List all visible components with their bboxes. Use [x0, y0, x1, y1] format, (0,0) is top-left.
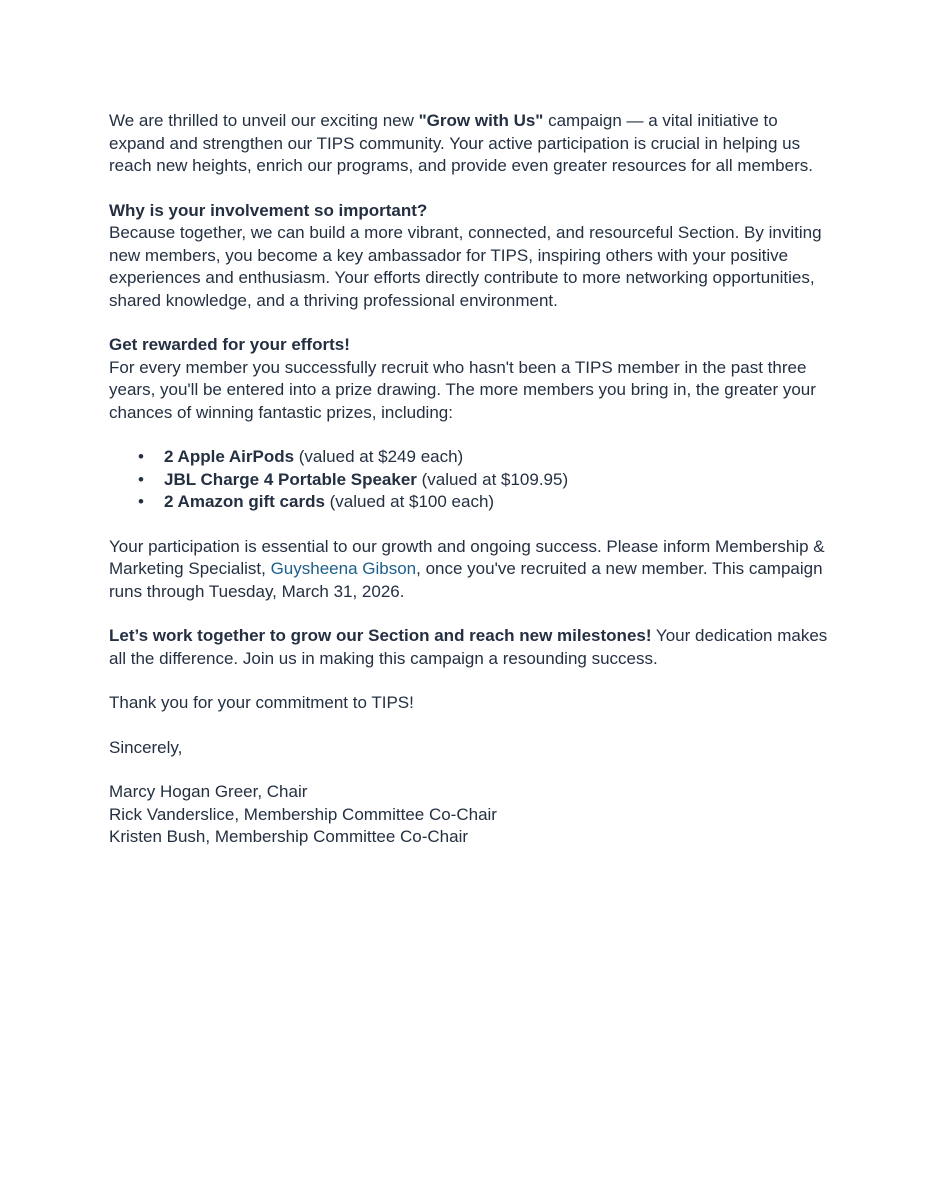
list-item — [138, 446, 829, 469]
campaign-name: "Grow with Us" — [418, 111, 544, 130]
prize-name: 2 Amazon gift cards — [164, 492, 325, 511]
bullet-icon: • — [138, 469, 144, 489]
signatory-line: Rick Vanderslice, Membership Committee Co-Chair — [109, 804, 497, 824]
why-section — [109, 200, 829, 313]
thanks-line: Thank you for your commitment to TIPS! — [109, 693, 414, 712]
closing-bold: Let’s work together to grow our Section and reach new milestones! — [109, 626, 652, 645]
bullet-icon: • — [138, 447, 144, 466]
participation-paragraph — [109, 536, 829, 604]
rewards-heading: Get rewarded for your efforts! — [109, 335, 350, 354]
participation-post: , once you've recruited a new member. This campaign runs through Tuesday, March 31, 2026. — [109, 559, 823, 601]
signature-block — [109, 781, 829, 849]
bullet-icon: • — [138, 492, 144, 511]
signatory-line: Kristen Bush, Membership Committee Co-Chair — [109, 827, 469, 846]
closing-rest: Your dedication makes all the difference. Join us in making this campaign a resounding success. — [109, 626, 828, 668]
rewards-section — [109, 334, 829, 424]
intro-post: campaign — a vital initiative to expand and strengthen our TIPS community. Your active participation is crucial in helping us reach new heights, enrich our programs, and provide even greater resources for all members. — [109, 111, 813, 175]
signatory-line: Marcy Hogan Greer, Chair — [109, 782, 308, 801]
rewards-body: For every member you successfully recruit who hasn't been a TIPS member in the past three years, you'll be entered into a prize drawing. The more members you bring in, the greater your chances of winning fantastic prizes, including: — [109, 357, 816, 422]
prize-name: JBL Charge 4 Portable Speaker — [164, 469, 417, 489]
closing-paragraph — [109, 625, 829, 670]
prize-detail: (valued at $100 each) — [324, 492, 495, 511]
prize-list — [109, 446, 829, 514]
participation-pre: Your participation is essential to our growth and ongoing success. Please inform Membership & Marketing Specialist, — [109, 536, 825, 578]
letter-body — [109, 110, 829, 871]
prize-detail: (valued at $249 each) — [294, 447, 464, 466]
why-body: Because together, we can build a more vibrant, connected, and resourceful Section. By inviting new members, you become a key ambassador for TIPS, inspiring others with your positive experiences and enthusiasm. Your efforts directly contribute to more networking opportunities, shared knowledge, and a thriving professional environment. — [109, 223, 822, 310]
prize-detail: (valued at $109.95) — [416, 469, 569, 489]
signoff: Sincerely, — [109, 737, 183, 757]
list-item — [138, 491, 829, 514]
intro-pre: We are thrilled to unveil our exciting new — [109, 111, 419, 130]
why-heading: Why is your involvement so important? — [109, 200, 428, 220]
list-item — [138, 469, 829, 492]
intro-paragraph — [109, 110, 829, 178]
contact-link[interactable]: Guysheena Gibson — [270, 559, 417, 578]
prize-name: 2 Apple AirPods — [164, 447, 295, 466]
